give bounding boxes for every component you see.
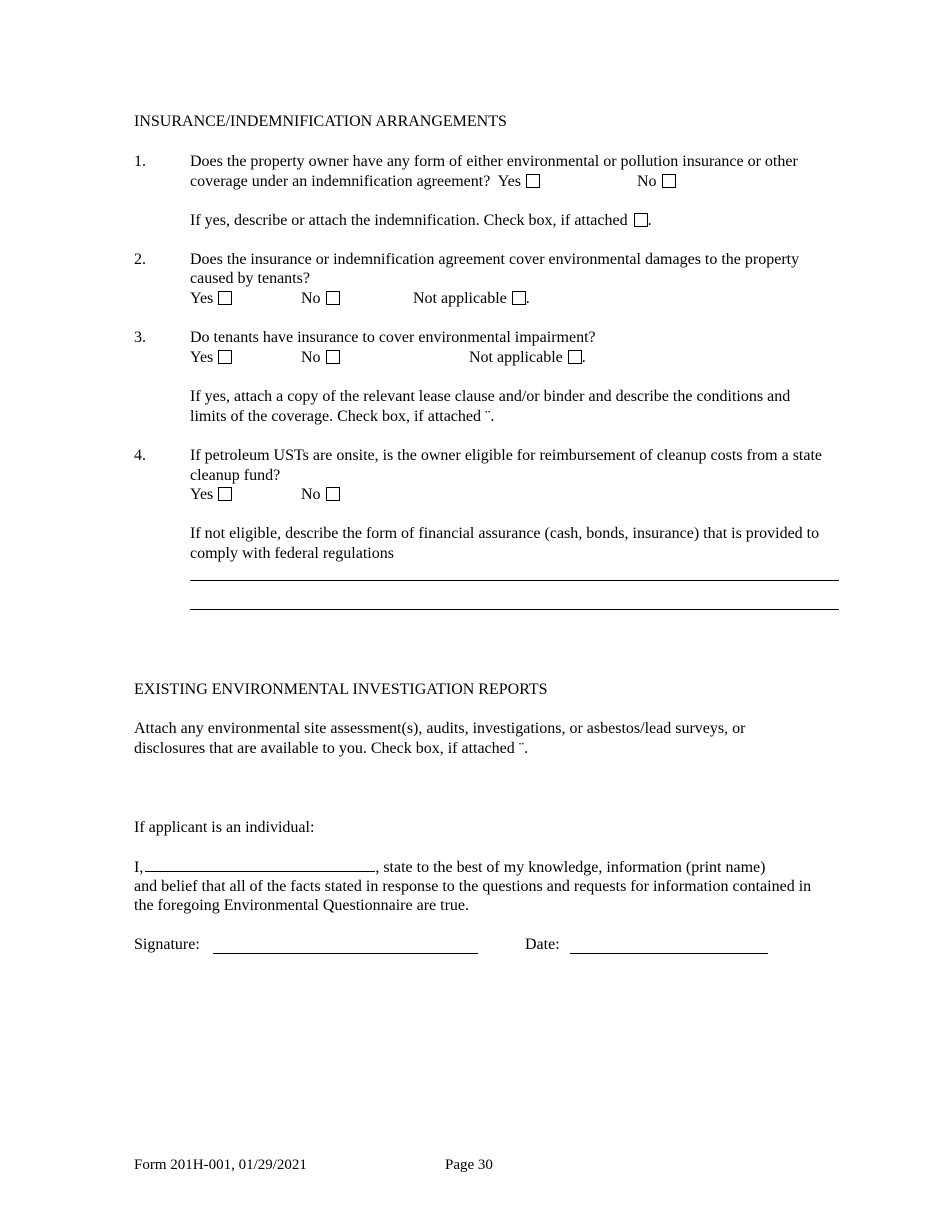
question-1-no-checkbox[interactable] (662, 174, 676, 188)
question-1-text: coverage under an indemnification agreement? (190, 173, 491, 190)
question-4-assurance-line1: If not eligible, describe the form of financial assurance (cash, bonds, insurance) that is provided to (190, 525, 820, 542)
question-3-number: 3. (134, 329, 146, 346)
question-1-yes-label: Yes (497, 173, 521, 190)
question-4-no-checkbox[interactable] (326, 487, 340, 501)
question-1-number: 1. (134, 153, 146, 170)
certification-line2: and belief that all of the facts stated in response to the questions and requests for information contained in (134, 878, 812, 895)
question-2-yes-checkbox[interactable] (218, 291, 232, 305)
question-3-attach-line2: limits of the coverage. Check box, if attached ¨. (190, 408, 495, 425)
reports-text-line2: disclosures that are available to you. Check box, if attached ¨. (134, 740, 529, 757)
question-3-na-checkbox[interactable] (568, 350, 582, 364)
question-4-yes-label: Yes (190, 486, 214, 503)
reports-text-line1: Attach any environmental site assessment(s), audits, investigations, or asbestos/lead surveys, or (134, 720, 746, 737)
print-name-field[interactable] (145, 857, 375, 872)
question-1-no-label: No (637, 173, 657, 190)
question-1-text-line2 (190, 172, 540, 192)
question-3-attach-line1: If yes, attach a copy of the relevant lease clause and/or binder and describe the conditions and (190, 388, 791, 405)
question-3-yes-label: Yes (190, 349, 214, 366)
question-4-text-line2: cleanup fund? (190, 467, 281, 484)
certification-line3: the foregoing Environmental Questionnaire are true. (134, 897, 469, 914)
question-3-yes-option (190, 348, 232, 368)
certification-intro: If applicant is an individual: (134, 819, 315, 836)
question-3-na-option: Not applicable . (469, 349, 586, 366)
question-2-no-option (301, 289, 340, 309)
question-3-no-checkbox[interactable] (326, 350, 340, 364)
question-2-text-line2: caused by tenants? (190, 270, 310, 287)
question-3-no-option (301, 348, 340, 368)
question-2-yes-label: Yes (190, 290, 214, 307)
question-2-yes-option (190, 289, 232, 309)
question-1-attached-checkbox[interactable] (634, 213, 648, 227)
question-4-yes-checkbox[interactable] (218, 487, 232, 501)
question-3-yes-checkbox[interactable] (218, 350, 232, 364)
question-4-no-option (301, 485, 340, 505)
certification-line1 (134, 857, 765, 878)
certification-suffix: , state to the best of my knowledge, information (print name) (375, 859, 766, 876)
question-1-no-option (637, 172, 676, 192)
question-3-na-label: Not applicable (469, 349, 563, 366)
question-4-yes-option (190, 485, 232, 505)
section-heading-insurance: INSURANCE/INDEMNIFICATION ARRANGEMENTS (134, 113, 507, 130)
signature-label: Signature: (134, 936, 200, 953)
section-heading-reports: EXISTING ENVIRONMENTAL INVESTIGATION REPORTS (134, 681, 548, 698)
question-4-assurance-line2: comply with federal regulations (190, 545, 394, 562)
question-1-yes-checkbox[interactable] (526, 174, 540, 188)
certification-prefix: I, (134, 859, 144, 876)
question-2-number: 2. (134, 251, 146, 268)
date-field[interactable] (570, 953, 768, 954)
question-2-no-checkbox[interactable] (326, 291, 340, 305)
date-label: Date: (525, 936, 560, 953)
answer-line-2[interactable] (190, 609, 839, 610)
question-2-na-checkbox[interactable] (512, 291, 526, 305)
question-4-no-label: No (301, 486, 321, 503)
question-2-text-line1: Does the insurance or indemnification agreement cover environmental damages to the property (190, 251, 800, 268)
question-2-na-option: Not applicable . (413, 290, 530, 307)
question-2-no-label: No (301, 290, 321, 307)
question-1-text-line1: Does the property owner have any form of either environmental or pollution insurance or other (190, 153, 798, 170)
signature-field[interactable] (213, 953, 478, 954)
footer-page-number: Page 30 (445, 1157, 493, 1173)
question-1-attach-text: If yes, describe or attach the indemnification. Check box, if attached (190, 212, 628, 229)
question-4-number: 4. (134, 447, 146, 464)
footer-form-id: Form 201H-001, 01/29/2021 (134, 1157, 307, 1173)
question-3-text-line1: Do tenants have insurance to cover environmental impairment? (190, 329, 596, 346)
answer-line-1[interactable] (190, 580, 839, 581)
question-2-na-label: Not applicable (413, 290, 507, 307)
question-4-text-line1: If petroleum USTs are onsite, is the owner eligible for reimbursement of cleanup costs from a state (190, 447, 823, 464)
question-3-no-label: No (301, 349, 321, 366)
question-1-attach-note: If yes, describe or attach the indemnification. Check box, if attached . (190, 212, 652, 229)
